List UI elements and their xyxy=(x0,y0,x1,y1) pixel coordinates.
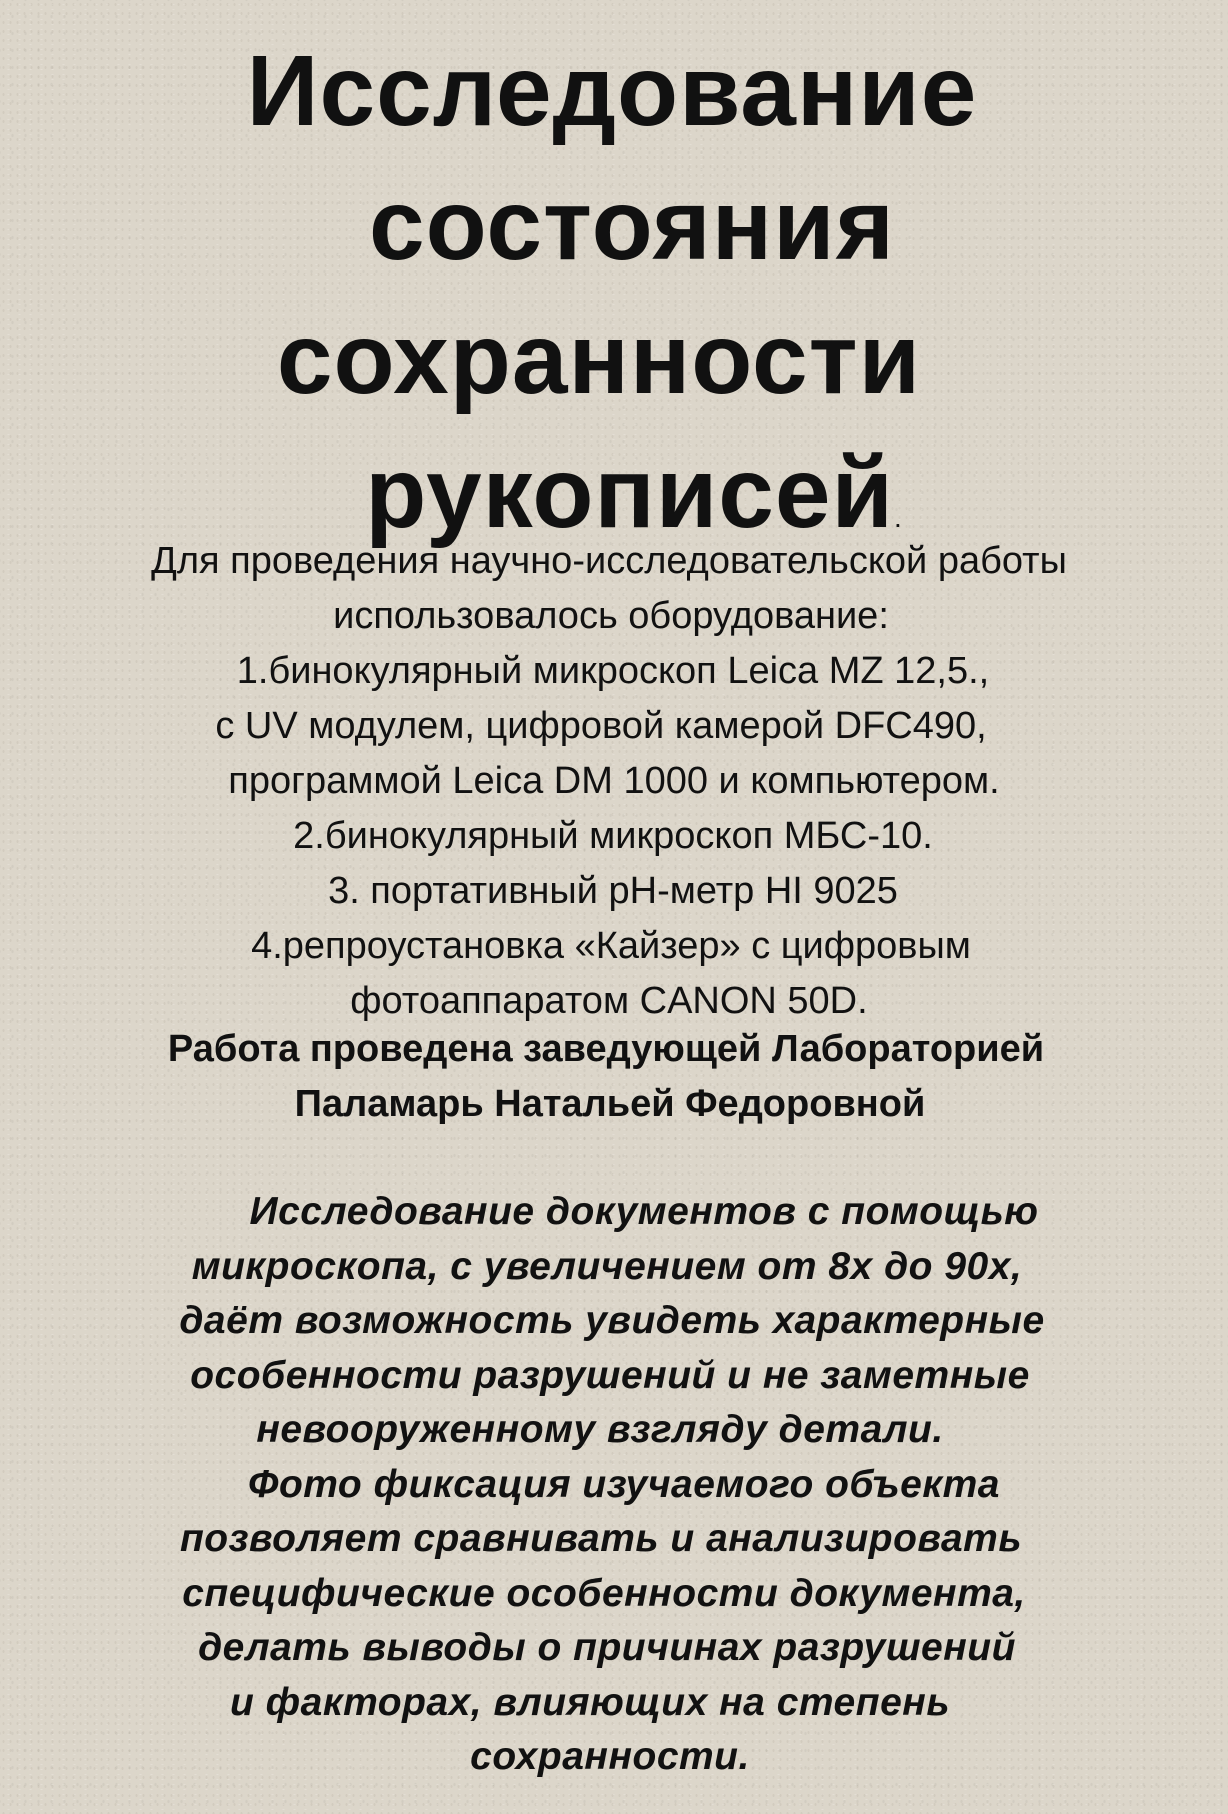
equipment-line: 3. портативный рН-метр HI 9025 xyxy=(328,870,898,912)
description-line: позволяет сравнивать и анализировать xyxy=(179,1517,1022,1560)
author-paragraph xyxy=(0,1022,1228,1132)
description-line: и факторах, влияющих на степень xyxy=(230,1680,950,1724)
title-line-2: состояния xyxy=(369,169,895,281)
description-line: особенности разрушений и не заметные xyxy=(190,1353,1030,1397)
description-line: сохранности. xyxy=(470,1735,750,1778)
equipment-line: фотоаппаратом CANON 50D. xyxy=(350,980,868,1022)
description-line: специфические особенности документа, xyxy=(182,1571,1026,1615)
equipment-line: Для проведения научно-исследовательской работы xyxy=(151,540,1067,582)
description-line: даёт возможность увидеть характерные xyxy=(179,1299,1045,1342)
author-line: Паламарь Натальей Федоровной xyxy=(294,1083,926,1125)
title-trailing-dot: . xyxy=(894,502,903,533)
title-line-4-text: рукописей xyxy=(365,437,894,549)
equipment-line: 2.бинокулярный микроскоп МБС-10. xyxy=(293,815,933,857)
equipment-line: 1.бинокулярный микроскоп Leica MZ 12,5., xyxy=(236,650,990,692)
description-line: Исследование документов с помощью xyxy=(249,1190,1039,1233)
title-line-3: сохранности xyxy=(276,303,922,415)
equipment-line: 4.репроустановка «Кайзер» с цифровым xyxy=(251,925,971,967)
page-title xyxy=(0,24,1228,585)
description-line: делать выводы о причинах разрушений xyxy=(198,1626,1016,1669)
description-line: невооруженному взгляду детали. xyxy=(256,1408,944,1451)
equipment-paragraph xyxy=(0,534,1228,1029)
description-line: Фото фиксация изучаемого объекта xyxy=(248,1462,1000,1506)
author-line: Работа проведена заведующей Лабораторией xyxy=(167,1028,1045,1070)
description-line: микроскопа, с увеличением от 8х до 90х, xyxy=(191,1244,1023,1288)
equipment-line: использовалось оборудование: xyxy=(333,595,889,637)
description-paragraph xyxy=(0,1185,1228,1785)
equipment-line: программой Leica DM 1000 и компьютером. xyxy=(228,760,1000,802)
title-line-1: Исследование xyxy=(246,35,978,147)
equipment-line: с UV модулем, цифровой камерой DFC490, xyxy=(215,705,987,747)
